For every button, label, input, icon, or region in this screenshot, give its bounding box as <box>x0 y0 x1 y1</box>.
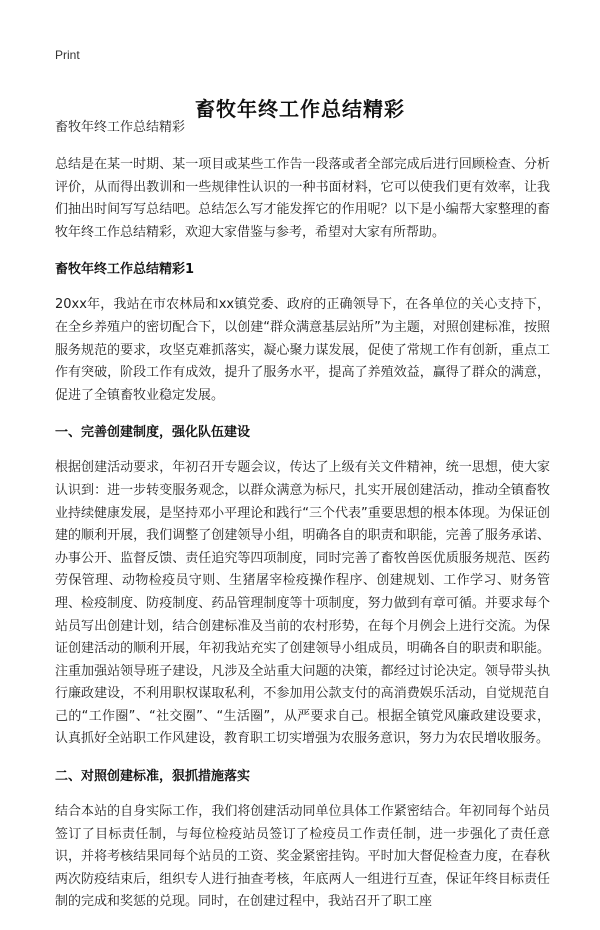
section1-paragraph: 根据创建活动要求，年初召开专题会议，传达了上级有关文件精神，统一思想，使大家认识到：进一步转变服务观念，以群众满意为标尺，扎实开展创建活动，推动全镇畜牧业持续健康发展，是坚持邓小平理论和践行“三个代表”重要思想的根本体现。为保证创建的顺利开展，我们调整了创建领导小组，明确各自的职责和职能，完善了服务承诺、办事公开、监督反馈、责任追究等四项制度，同时完善了畜牧兽医优质服务规范、医药劳保管理、动物检疫员守则、生猪屠宰检疫操作程序、创建规划、工作学习、财务管理、检疫制度、防疫制度、药品管理制度等十项制度，努力做到有章可循。并要求每个站员写出创建计划，结合创建标准及当前的农村形势，在每个月例会上进行交流。为保证创建活动的顺利开展，年初我站充实了创建领导小组成员，明确各自的职责和职能。注重加强站领导班子建设，凡涉及全站重大问题的决策，都经过讨论决定。领导带头执行廉政建设，不利用职权谋取私利，不参加用公款支付的高消费娱乐活动，自觉规范自己的“工作圈”、“社交圈”、“生活圈”，从严要求自己。根据全镇党风廉政建设要求，认真抓好全站职工作风建设，教育职工切实增强为农服务意识，努力为农民增收服务。 <box>55 460 550 747</box>
part1-paragraph: 20xx年，我站在市农林局和xx镇党委、政府的正确领导下，在各单位的关心支持下，在全乡养殖户的密切配合下，以创建“群众满意基层站所”为主题，对照创建标准，按照服务规范的要求，攻坚克难抓落实，凝心聚力谋发展，促使了常规工作有创新，重点工作有突破，阶段工作有成效，提升了服务水平，提高了养殖效益，赢得了群众的满意，促进了全镇畜牧业稳定发展。 <box>55 297 550 403</box>
article-body <box>55 118 550 930</box>
section2-paragraph: 结合本站的自身实际工作，我们将创建活动同单位具体工作紧密结合。年初同每个站员签订了目标责任制，与每位检疫站员签订了检疫员工作责任制，进一步强化了责任意识，并将考核结果同每个站员的工资、奖金紧密挂钩。平时加大督促检查力度，在春秋两次防疫结束后，组织专人进行抽查考核，年底两人一组进行互查，保证年终目标责任制的完成和奖惩的兑现。同时，在创建过程中，我站召开了职工座 <box>55 804 550 910</box>
section1-heading: 一、完善创建制度，强化队伍建设 <box>55 425 251 441</box>
page-title: 畜牧年终工作总结精彩 <box>195 97 405 122</box>
section2-heading: 二、对照创建标准，狠抓措施落实 <box>55 769 251 785</box>
print-link[interactable]: Print <box>55 48 80 62</box>
intro-paragraph: 总结是在某一时期、某一项目或某些工作告一段落或者全部完成后进行回顾检查、分析评价，从而得出教训和一些规律性认识的一种书面材料，它可以使我们更有效率，让我们抽出时间写写总结吧。总结怎么写才能发挥它的作用呢？以下是小编帮大家整理的畜牧年终工作总结精彩，欢迎大家借鉴与参考，希望对大家有所帮助。 <box>55 157 550 240</box>
article-subtitle: 畜牧年终工作总结精彩 <box>55 120 186 135</box>
part1-heading: 畜牧年终工作总结精彩1 <box>55 262 195 278</box>
